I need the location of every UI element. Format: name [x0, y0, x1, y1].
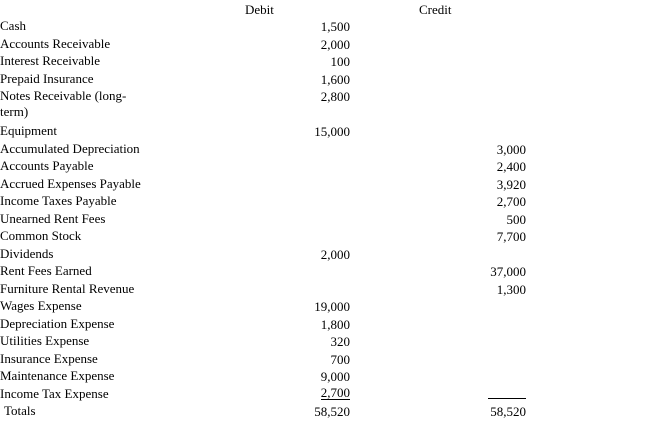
- credit-amount: 1,300: [496, 281, 526, 297]
- debit-amount: 2,000: [320, 36, 350, 52]
- debit-amount: 1,600: [320, 71, 350, 87]
- debit-amount: 9,000: [320, 369, 350, 384]
- account-name: Income Taxes Payable: [0, 193, 117, 208]
- table-row: [0, 386, 650, 404]
- debit-amount: 19,000: [314, 299, 350, 314]
- account-name: Accounts Payable: [0, 158, 94, 173]
- debit-amount: 320: [330, 334, 350, 349]
- credit-amount: 3,000: [496, 141, 526, 157]
- credit-total-rule: [488, 398, 526, 399]
- table-row: [0, 351, 650, 369]
- credit-amount: 2,400: [496, 159, 526, 174]
- table-row: [0, 263, 650, 281]
- account-name: Accrued Expenses Payable: [0, 175, 141, 191]
- account-name: Accumulated Depreciation: [0, 140, 140, 156]
- table-row: [0, 71, 650, 89]
- account-name: Notes Receivable (long-term): [0, 88, 127, 119]
- table-row: [0, 88, 650, 123]
- credit-amount: 37,000: [490, 264, 526, 279]
- table-row: [0, 53, 650, 71]
- account-name: Insurance Expense: [0, 350, 98, 366]
- account-name: Interest Receivable: [0, 53, 100, 68]
- table-row: [0, 193, 650, 211]
- credit-amount: 3,920: [496, 176, 526, 192]
- account-name: Income Tax Expense: [0, 385, 109, 401]
- credit-header: Credit: [419, 2, 452, 17]
- debit-header: Debit: [245, 2, 274, 17]
- account-name: Utilities Expense: [0, 333, 90, 348]
- credit-amount: 7,700: [496, 229, 526, 244]
- account-name: Dividends: [0, 245, 54, 261]
- table-row: [0, 123, 650, 141]
- table-row: [0, 141, 650, 159]
- table-row: [0, 158, 650, 176]
- table-row: [0, 281, 650, 299]
- account-name: Wages Expense: [0, 298, 82, 313]
- account-name: Accounts Receivable: [0, 35, 111, 51]
- account-name: Unearned Rent Fees: [0, 210, 106, 226]
- table-row: [0, 368, 650, 386]
- debit-amount: 700: [330, 351, 350, 367]
- account-name: Common Stock: [0, 228, 82, 243]
- debit-amount: 1,800: [320, 316, 350, 332]
- totals-row: [0, 403, 650, 421]
- table-row: [0, 316, 650, 334]
- table-row: [0, 228, 650, 246]
- table-row: [0, 333, 650, 351]
- totals-label: Totals: [4, 403, 36, 418]
- credit-total: 58,520: [490, 404, 526, 419]
- debit-amount: 1,500: [320, 19, 350, 34]
- debit-amount: 2,000: [320, 246, 350, 262]
- account-name: Equipment: [0, 123, 58, 138]
- account-name: Rent Fees Earned: [0, 263, 92, 278]
- table-row: [0, 246, 650, 264]
- table-row: [0, 211, 650, 229]
- debit-amount-underlined: 2,700: [320, 384, 350, 400]
- account-name: Prepaid Insurance: [0, 70, 94, 86]
- credit-amount: 2,700: [496, 194, 526, 209]
- debit-amount: 100: [330, 54, 350, 69]
- account-name: Furniture Rental Revenue: [0, 280, 135, 296]
- table-row: [0, 298, 650, 316]
- debit-amount: 2,800: [320, 89, 350, 104]
- table-row: [0, 176, 650, 194]
- debit-amount: 15,000: [314, 124, 350, 139]
- account-name: Depreciation Expense: [0, 315, 115, 331]
- table-row: [0, 18, 650, 36]
- account-name: Cash: [0, 18, 26, 33]
- account-name: Maintenance Expense: [0, 368, 115, 383]
- credit-amount: 500: [506, 211, 526, 227]
- debit-total: 58,520: [314, 404, 350, 419]
- table-row: [0, 36, 650, 54]
